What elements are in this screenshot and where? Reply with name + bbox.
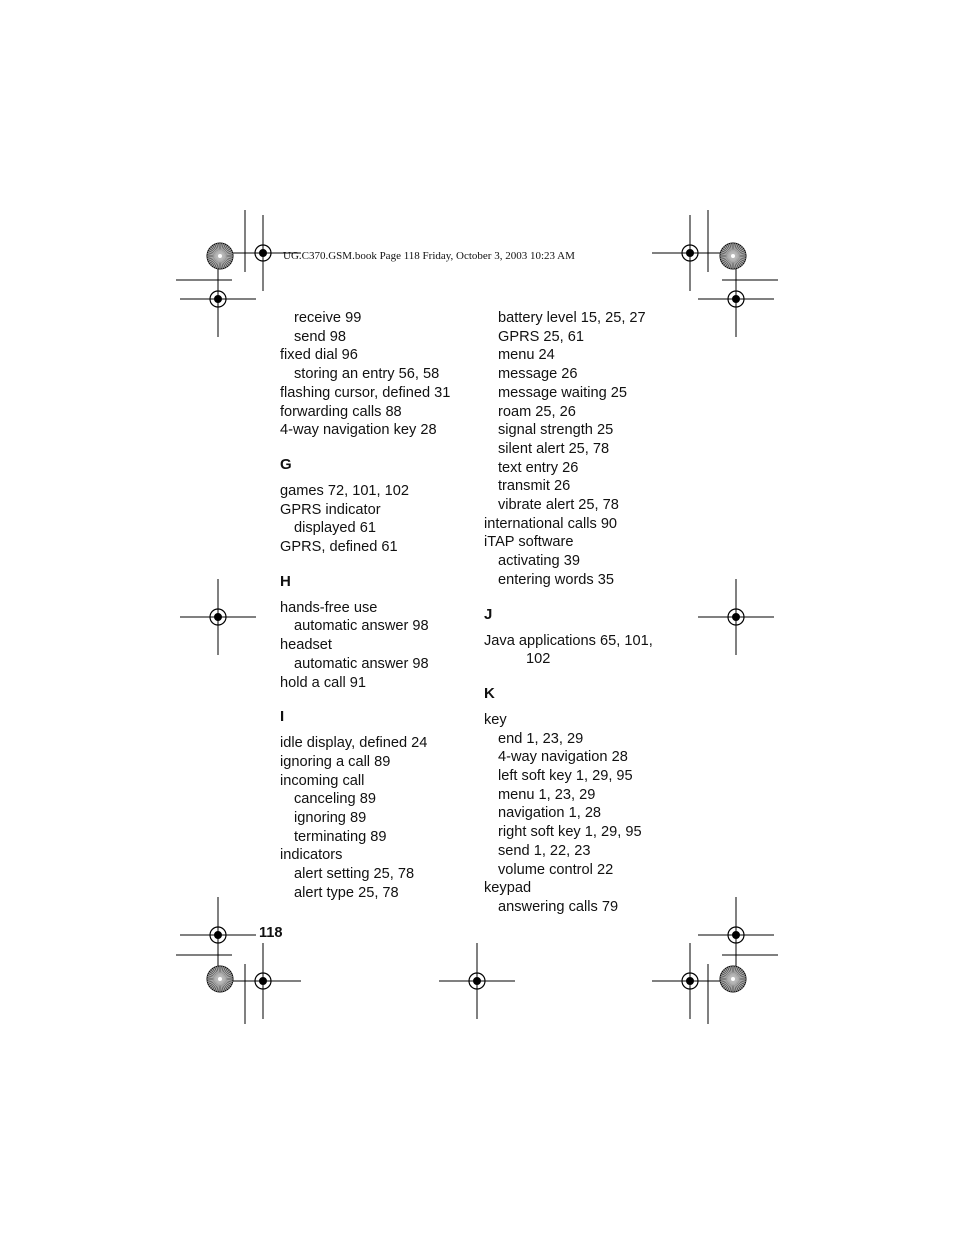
index-entry: GPRS indicator <box>280 501 381 518</box>
index-entry: Java applications 65, 101, <box>484 632 653 649</box>
index-subentry: transmit 26 <box>498 478 571 495</box>
index-entry: forwarding calls 88 <box>280 403 402 420</box>
index-entry: headset <box>280 637 332 654</box>
index-subentry: alert type 25, 78 <box>294 884 399 901</box>
index-subentry: receive 99 <box>294 310 362 326</box>
index-subentry: left soft key 1, 29, 95 <box>498 768 633 785</box>
starburst-mark <box>207 966 233 992</box>
index-letter-heading: G <box>280 455 292 473</box>
index-entry: ignoring a call 89 <box>280 753 391 770</box>
index-entry: iTAP software <box>484 534 574 551</box>
index-subentry: displayed 61 <box>294 520 376 537</box>
registration-mark <box>180 261 256 337</box>
index-subentry: navigation 1, 28 <box>498 805 602 822</box>
index-column-left <box>280 309 480 903</box>
index-subentry: menu 1, 23, 29 <box>498 786 596 803</box>
index-subentry: right soft key 1, 29, 95 <box>498 824 642 841</box>
starburst-mark <box>720 243 746 269</box>
index-subentry: roam 25, 26 <box>498 403 576 420</box>
starburst-mark <box>207 243 233 269</box>
index-entry: key <box>484 711 507 728</box>
index-subentry: text entry 26 <box>498 459 579 476</box>
registration-mark <box>180 897 256 973</box>
index-subentry: 102 <box>526 651 551 668</box>
print-header: UG.C370.GSM.book Page 118 Friday, October 3, 2003 10:23 AM <box>283 250 575 262</box>
index-subentry: GPRS 25, 61 <box>498 328 584 345</box>
index-entry: games 72, 101, 102 <box>280 482 410 499</box>
index-subentry: volume control 22 <box>498 861 614 878</box>
index-subentry: silent alert 25, 78 <box>498 440 610 457</box>
index-entry: international calls 90 <box>484 515 618 532</box>
index-subentry: entering words 35 <box>498 571 615 588</box>
registration-mark <box>225 943 301 1019</box>
index-letter-heading: I <box>280 708 285 726</box>
index-entry: 4-way navigation key 28 <box>280 422 437 439</box>
index-subentry: battery level 15, 25, 27 <box>498 310 646 326</box>
index-entry: flashing cursor, defined 31 <box>280 384 451 401</box>
index-entry: hands-free use <box>280 599 378 616</box>
index-subentry: send 1, 22, 23 <box>498 842 591 859</box>
index-letter-heading: H <box>280 572 291 590</box>
index-subentry: terminating 89 <box>294 828 387 845</box>
index-subentry: send 98 <box>294 328 346 345</box>
registration-mark <box>439 943 515 1019</box>
index-subentry: storing an entry 56, 58 <box>294 366 440 383</box>
index-subentry: message 26 <box>498 366 578 383</box>
index-entry: indicators <box>280 847 343 864</box>
registration-mark <box>698 897 774 973</box>
index-subentry: signal strength 25 <box>498 422 614 439</box>
index-entry: fixed dial 96 <box>280 347 358 364</box>
index-column-right <box>484 309 674 917</box>
index-subentry: menu 24 <box>498 347 555 364</box>
registration-mark <box>180 579 256 655</box>
index-subentry: activating 39 <box>498 553 580 570</box>
index-letter-heading: K <box>484 684 495 702</box>
index-subentry: 4-way navigation 28 <box>498 749 628 766</box>
index-subentry: end 1, 23, 29 <box>498 730 584 747</box>
registration-mark <box>698 261 774 337</box>
index-subentry: automatic answer 98 <box>294 655 429 672</box>
index-subentry: alert setting 25, 78 <box>294 866 415 883</box>
index-entry: GPRS, defined 61 <box>280 539 398 556</box>
index-letter-heading: J <box>484 605 493 623</box>
index-entry: idle display, defined 24 <box>280 735 428 752</box>
index-subentry: ignoring 89 <box>294 810 367 827</box>
index-subentry: message waiting 25 <box>498 384 627 401</box>
registration-mark <box>652 215 728 291</box>
index-subentry: canceling 89 <box>294 791 376 808</box>
registration-mark <box>698 579 774 655</box>
index-entry: keypad <box>484 880 532 897</box>
index-subentry: automatic answer 98 <box>294 618 429 635</box>
index-subentry: vibrate alert 25, 78 <box>498 497 619 514</box>
starburst-mark <box>720 966 746 992</box>
index-entry: hold a call 91 <box>280 674 367 691</box>
registration-mark <box>652 943 728 1019</box>
page-number: 118 <box>259 925 283 941</box>
index-entry: incoming call <box>280 772 365 789</box>
index-subentry: answering calls 79 <box>498 898 619 915</box>
